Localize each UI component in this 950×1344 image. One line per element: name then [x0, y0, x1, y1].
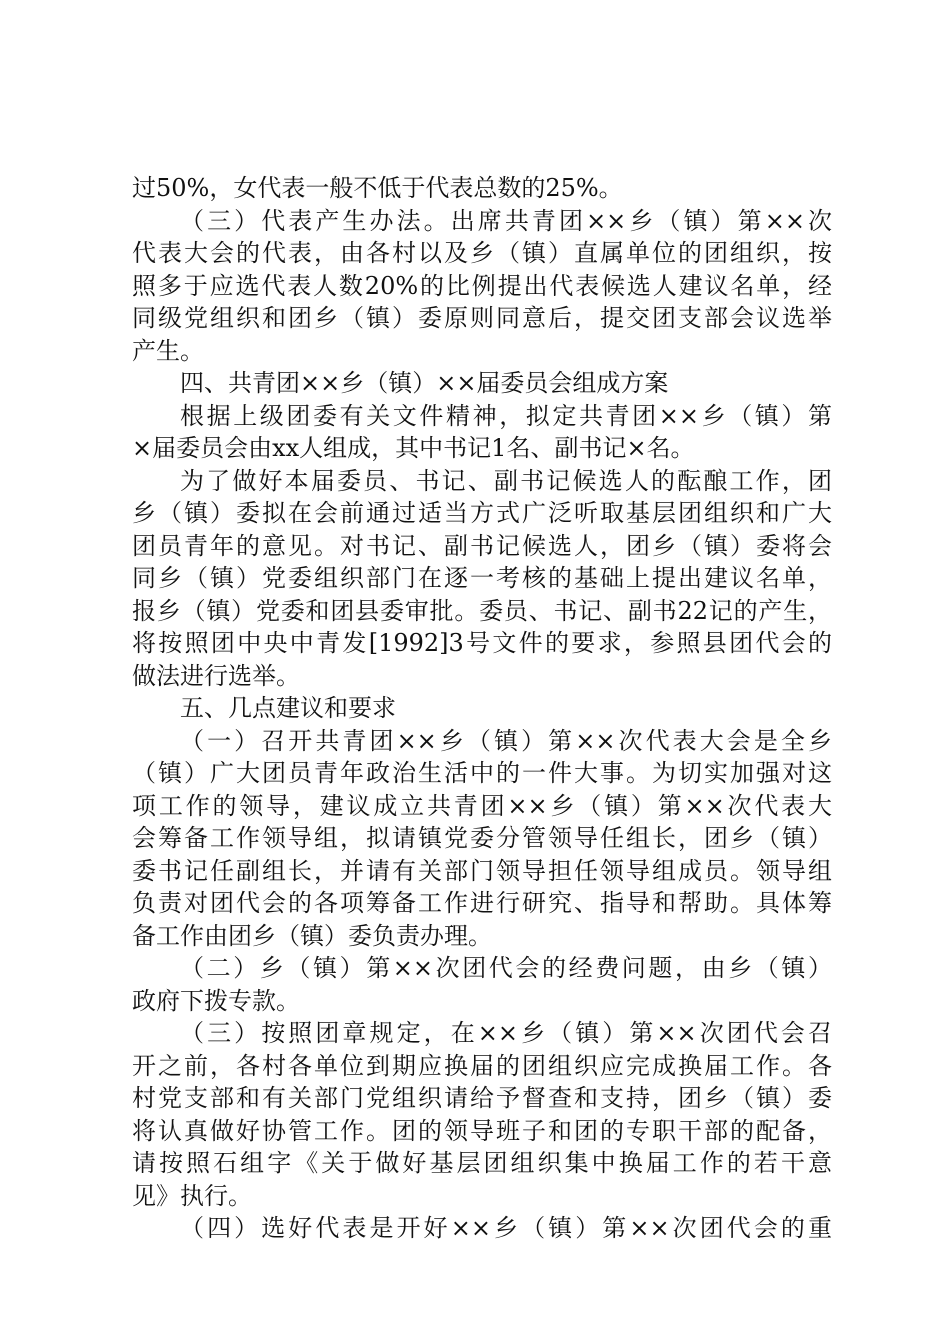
text-line: 政府下拨专款。 — [132, 986, 300, 1015]
text-line: 团员青年的意见。对书记、副书记候选人，团乡（镇）委将会 — [132, 531, 832, 560]
text-line: ×届委员会由xx人组成，其中书记1名、副书记×名。 — [132, 434, 695, 462]
text-line: 将按照团中央中青发[1992]3号文件的要求，参照县团代会的 — [132, 629, 832, 657]
text-line: 过50%，女代表一般不低于代表总数的25%。 — [132, 174, 623, 202]
text-line: 同级党组织和团乡（镇）委原则同意后，提交团支部会议选举 — [132, 304, 832, 332]
text-line: 项工作的领导，建议成立共青团××乡（镇）第××次代表大 — [132, 791, 832, 820]
text-line: （二）乡（镇）第××次团代会的经费问题，由乡（镇） — [180, 954, 832, 982]
text-line: （一）召开共青团××乡（镇）第××次代表大会是全乡 — [180, 726, 832, 755]
text-line: 会筹备工作领导组，拟请镇党委分管领导任组长，团乡（镇） — [132, 824, 832, 852]
text-line: 五、几点建议和要求 — [180, 694, 396, 722]
text-line: 同乡（镇）党委组织部门在逐一考核的基础上提出建议名单， — [132, 564, 832, 592]
text-line: （三）代表产生办法。出席共青团××乡（镇）第××次 — [180, 206, 832, 235]
text-line: 开之前，各村各单位到期应换届的团组织应完成换届工作。各 — [132, 1051, 832, 1080]
document-body — [132, 172, 832, 1245]
text-line: 四、共青团××乡（镇）××届委员会组成方案 — [180, 369, 669, 397]
text-line: 产生。 — [132, 336, 204, 365]
text-line: 根据上级团委有关文件精神，拟定共青团××乡（镇）第 — [180, 401, 832, 430]
text-line: 备工作由团乡（镇）委负责办理。 — [132, 921, 492, 950]
text-line: 照多于应选代表人数20%的比例提出代表候选人建议名单，经 — [132, 271, 832, 300]
text-line: 委书记任副组长，并请有关部门领导担任领导组成员。领导组 — [132, 856, 832, 885]
text-line: （三）按照团章规定，在××乡（镇）第××次团代会召 — [180, 1019, 832, 1047]
text-line: 报乡（镇）党委和团县委审批。委员、书记、副书22记的产生， — [132, 596, 832, 625]
text-line: 将认真做好协管工作。团的领导班子和团的专职干部的配备， — [132, 1116, 832, 1145]
text-line: 为了做好本届委员、书记、副书记候选人的酝酿工作，团 — [180, 466, 832, 495]
text-line: （四）选好代表是开好××乡（镇）第××次团代会的重 — [180, 1214, 832, 1242]
text-line: 做法进行选举。 — [132, 661, 300, 690]
text-line: 代表大会的代表，由各村以及乡（镇）直属单位的团组织，按 — [132, 239, 832, 267]
text-line: 见》执行。 — [132, 1181, 252, 1210]
text-line: 村党支部和有关部门党组织请给予督查和支持，团乡（镇）委 — [132, 1084, 832, 1112]
text-line: 乡（镇）委拟在会前通过适当方式广泛听取基层团组织和广大 — [132, 499, 832, 527]
text-line: （镇）广大团员青年政治生活中的一件大事。为切实加强对这 — [132, 759, 832, 787]
text-line: 请按照石组字《关于做好基层团组织集中换届工作的若干意 — [132, 1149, 832, 1177]
text-line: 负责对团代会的各项筹备工作进行研究、指导和帮助。具体筹 — [132, 889, 832, 917]
